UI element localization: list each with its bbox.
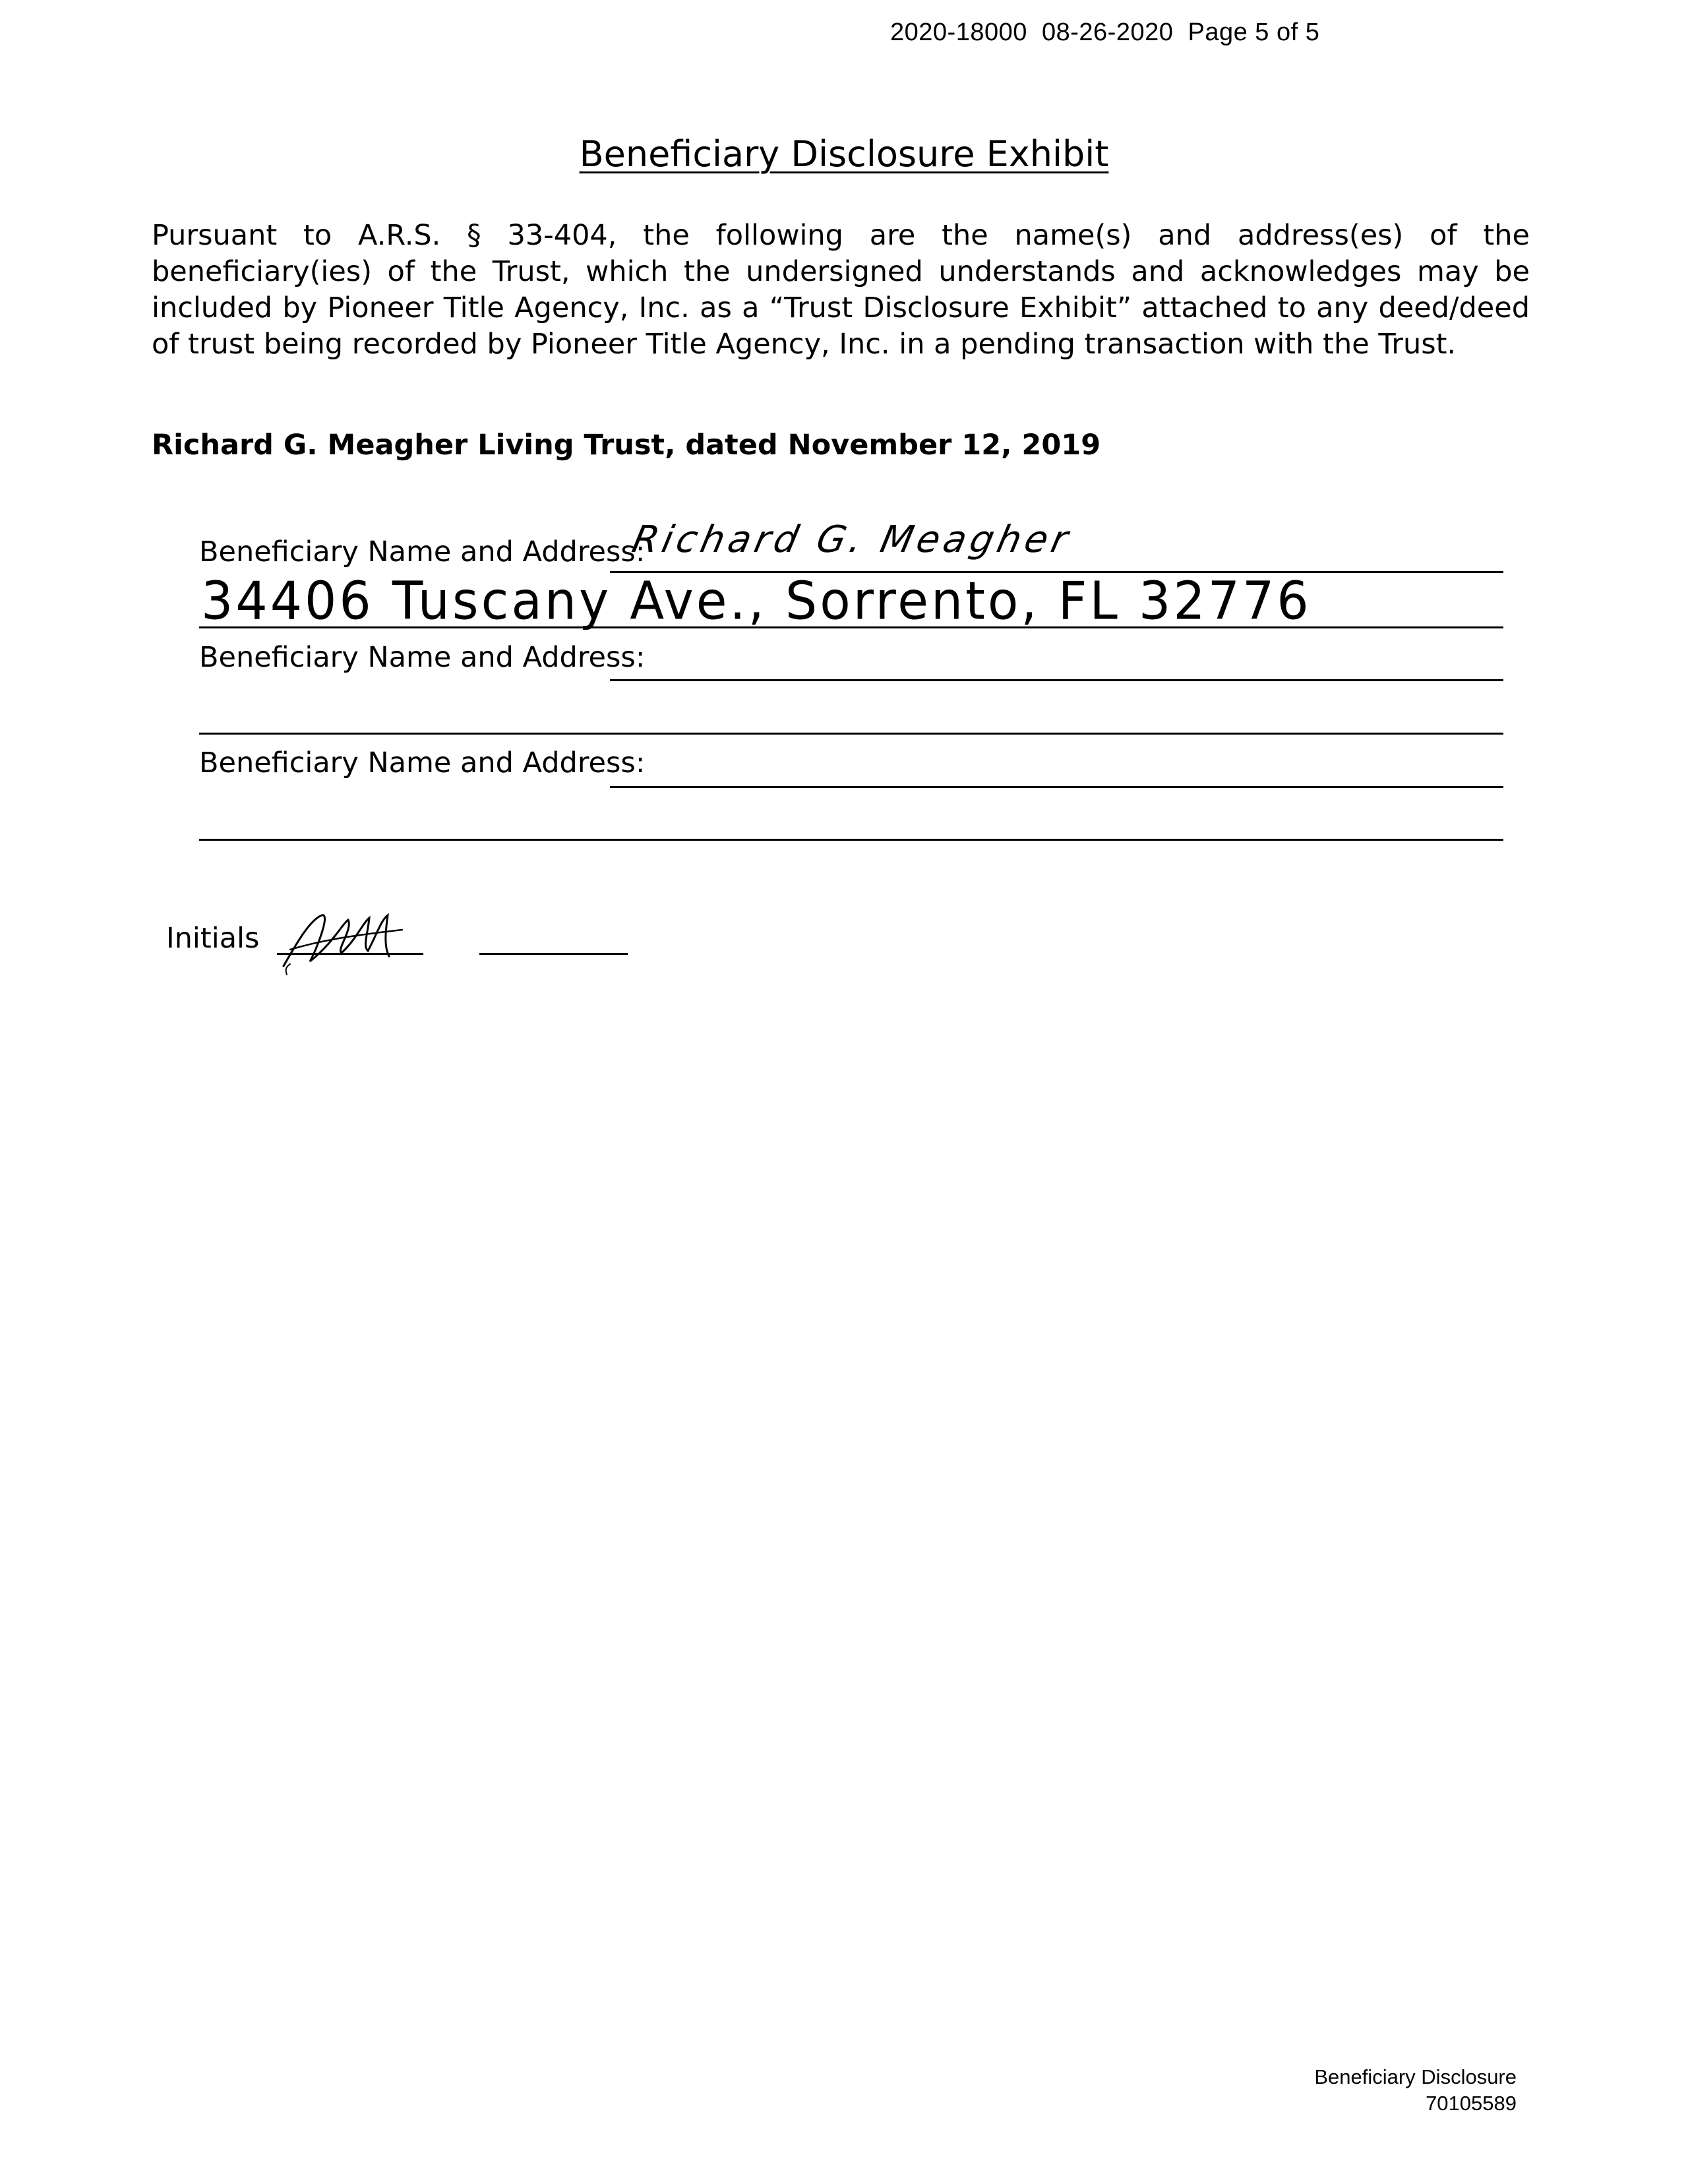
trust-name: Richard G. Meagher Living Trust, dated November 12, 2019	[152, 429, 1101, 462]
beneficiary-3-line-1	[610, 786, 1503, 788]
initials-line-2	[479, 953, 628, 955]
footer-line-1: Beneficiary Disclosure	[1314, 2065, 1517, 2088]
initials-label: Initials	[166, 922, 260, 955]
disclosure-paragraph: Pursuant to A.R.S. § 33-404, the following are the name(s) and address(es) of the beneficiary(ies) of the Trust, which the undersigned understands and acknowledges may be included by Pioneer Title Agency, Inc. as a “Trust Disclosure Exhibit” attached to any deed/deed of trust being recorded by Pioneer Title Agency, Inc. in a pending transaction with the Trust.	[152, 219, 1530, 361]
document-title	[0, 133, 1688, 175]
document-title-text: Beneficiary Disclosure Exhibit	[579, 133, 1109, 175]
beneficiary-3-label: Beneficiary Name and Address:	[199, 746, 646, 779]
initials-line-1	[277, 953, 423, 955]
initials-signature-icon	[270, 903, 422, 976]
beneficiary-1-handwritten-name: Richard G. Meagher	[628, 518, 1075, 561]
beneficiary-2-label: Beneficiary Name and Address:	[199, 641, 646, 674]
beneficiary-1-label: Beneficiary Name and Address:	[199, 535, 646, 568]
beneficiary-1-handwritten-address: 34406 Tuscany Ave., Sorrento, FL 32776	[201, 569, 1311, 632]
recording-header: 2020-18000 08-26-2020 Page 5 of 5	[890, 18, 1320, 46]
beneficiary-2-line-1	[610, 679, 1503, 681]
beneficiary-2-line-2	[199, 733, 1503, 735]
footer	[1314, 2064, 1517, 2117]
beneficiary-3-line-2	[199, 839, 1503, 841]
footer-line-2: 70105589	[1426, 2092, 1517, 2115]
